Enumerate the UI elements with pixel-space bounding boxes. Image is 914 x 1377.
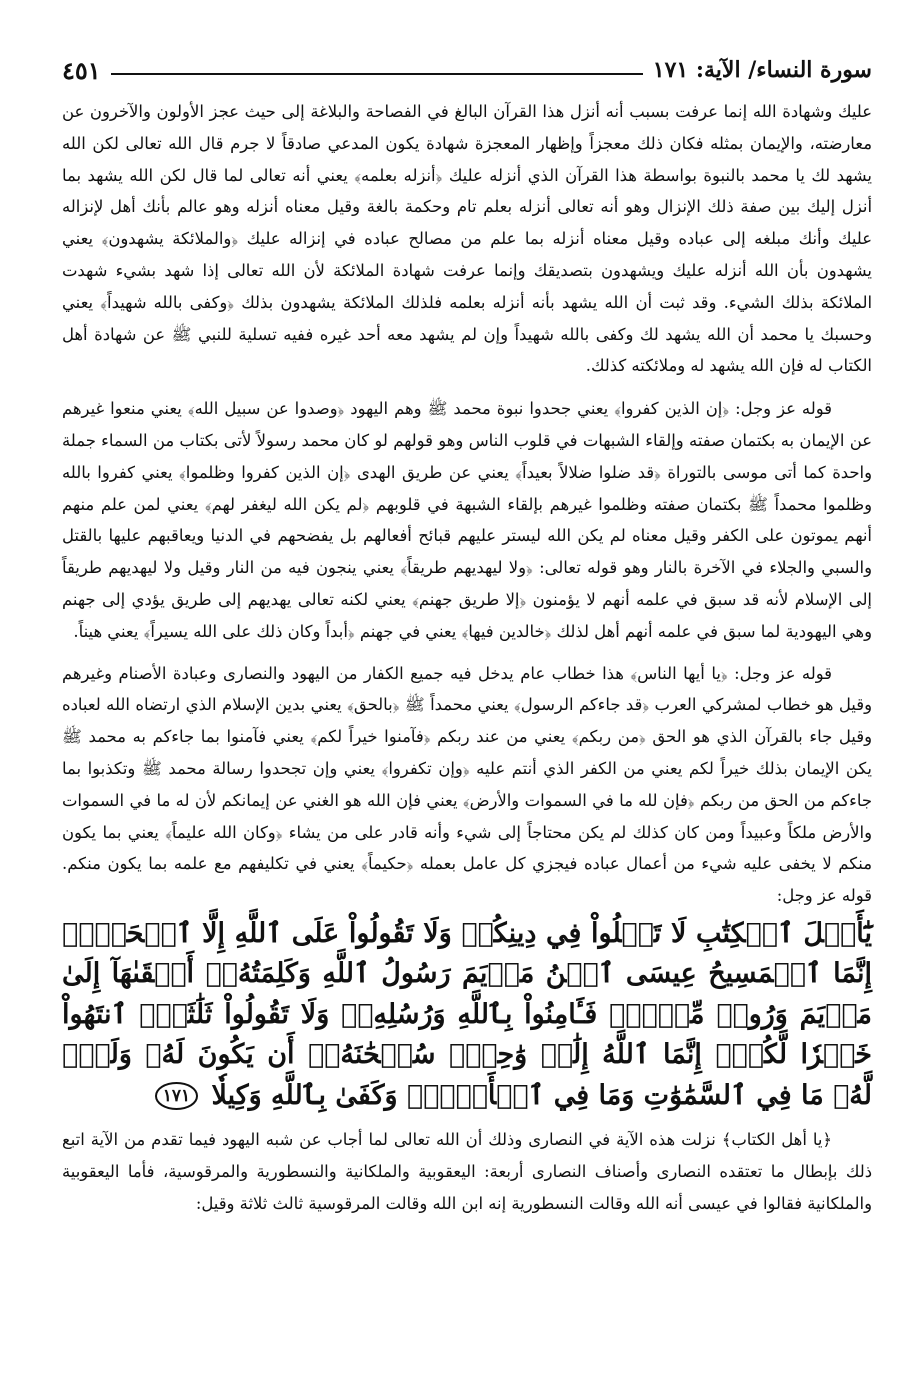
verse-number-marker: ١٧١ — [155, 1082, 198, 1110]
commentary-paragraph-4: ﴿يا أهل الكتاب﴾ نزلت هذه الآية في النصارى وذلك أن الله تعالى لما أجاب عن شبه اليهود فيما تقدم من الآية اتبع ذلك بإبطال ما تعتقده النصارى وأصناف النصارى أربعة: اليعقوبية والملكانية والنسطورية والمرقوسية، فأما اليعقوبية والملكانية فقالوا في عيسى أنه الله وقالت النسطورية إنه ابن الله وقالت المرقوسية ثالث ثلاثة وقيل: — [62, 1130, 872, 1214]
commentary-paragraph-3: قوله عز وجل: ﴿يا أيها الناس﴾ هذا خطاب عام يدخل فيه جميع الكفار من اليهود والنصارى وعبادة الأصنام وغيرهم وقيل هو خطاب لمشركي العرب ﴿قد جاءكم الرسول﴾ يعني محمداً ﷺ ﴿بالحق﴾ يعني بدين الإسلام الذي ارتضاه الله لعباده وقيل جاء بالقرآن الذي هو الحق ﴿من ربكم﴾ يعني من عند ربكم ﴿فآمنوا خيراً لكم﴾ يعني فآمنوا بما جاءكم به محمد ﷺ يكن الإيمان بذلك خيراً لكم يعني من الكفر الذي أنتم عليه ﴿وإن تكفروا﴾ يعني وإن تجحدوا رسالة محمد ﷺ وتكذبوا بما جاءكم من الحق من ربكم ﴿فإن لله ما في السموات والأرض﴾ يعني فإن الله هو الغني عن إيمانكم لأن له ما في السموات والأرض ملكاً وعبيداً ومن كان كذلك لم يكن محتاجاً إلى شيء وأنه قادر على من يشاء ﴿وكان الله عليماً﴾ يعني بما يكون منكم لا يخفى عليه شيء من أعمال عباده فيجزي كل عامل بعمله ﴿حكيماً﴾ يعني في تكليفهم مع علمه بما يكون منكم. قوله عز وجل: — [62, 663, 872, 906]
paragraph-gap — [62, 382, 872, 393]
verse-text: يَٰٓأَهۡلَ ٱلۡكِتَٰبِ لَا تَغۡلُواْ فِي دِينِكُمۡ وَلَا تَقُولُواْ عَلَى ٱللَّهِ إِلَّا ٱلۡحَقَّۚ إِنَّمَا ٱلۡمَسِيحُ عِيسَى ٱبۡنُ مَرۡيَمَ رَسُولُ ٱللَّهِ وَكَلِمَتُهُۥٓ أَلۡقَىٰهَآ إِلَىٰ مَرۡيَمَ وَرُوحٞ مِّنۡهُۖ فَـَٔامِنُواْ بِٱللَّهِ وَرُسُلِهِۦۖ وَلَا تَقُولُواْ ثَلَٰثَةٌۚ ٱنتَهُواْ خَيۡرٗا لَّكُمۡۚ إِنَّمَا ٱللَّهُ إِلَٰهٞ وَٰحِدٞۖ سُبۡحَٰنَهُۥٓ أَن يَكُونَ لَهُۥ وَلَدٞۘ لَّهُۥ مَا فِي ٱلسَّمَٰوَٰتِ وَمَا فِي ٱلۡأَرۡضِۗ وَكَفَىٰ بِٱللَّهِ وَكِيلٗا — [62, 917, 872, 1111]
page-number: ٤٥١ — [62, 55, 101, 85]
page-header — [62, 54, 872, 86]
commentary-paragraph-1: عليك وشهادة الله إنما عرفت بسبب أنه أنزل هذا القرآن البالغ في الفصاحة والبلاغة إلى حيث عجز الأولون والآخرون عن معارضته، والإيمان بمثله فكان ذلك معجزاً وإظهار المعجزة شهادة يكون المدعي صادقاً لا جرم قال الله تعالى لكن الله يشهد لك يا محمد بالنبوة بواسطة هذا القرآن الذي أنزله عليك ﴿أنزله بعلمه﴾ يعني أنه تعالى لما قال لكن الله يشهد بما أنزل إليك بين صفة ذلك الإنزال وهو أنه تعالى أنزله بعلم تام وحكمة بالغة وقيل معناه أنزله وهو عالم بأنك أهل لإنزاله عليك وأنك مبلغه إلى عباده وقيل معناه أنزله بما علم من مصالح عباده في إنزاله عليك ﴿والملائكة يشهدون﴾ يعني يشهدون بأن الله أنزله عليك ويشهدون بتصديقك وإنما عرفت شهادة الملائكة لأن الله تعالى إذا شهد بشيء شهدت الملائكة بذلك الشيء. وقد ثبت أن الله يشهد بأنه أنزله بعلمه فلذلك الملائكة يشهدون بذلك ﴿وكفى بالله شهيداً﴾ يعني وحسبك يا محمد أن الله يشهد لك وكفى بالله شهيداً وإن لم يشهد معه أحد غيره ففيه تسلية للنبي ﷺ عن شهادة أهل الكتاب له فإن الله يشهد له وملائكته كذلك. — [62, 102, 872, 376]
header-rule — [111, 73, 643, 75]
paragraph-gap — [62, 648, 872, 658]
page-body — [62, 96, 872, 1220]
commentary-paragraph-2: قوله عز وجل: ﴿إن الذين كفروا﴾ يعني جحدوا نبوة محمد ﷺ وهم اليهود ﴿وصدوا عن سبيل الله﴾ يعني منعوا غيرهم عن الإيمان به بكتمان صفته وإلقاء الشبهات في قلوب الناس وهو قولهم لو كان محمد رسولاً لأتى بكتاب من السماء جملة واحدة كما أتى موسى بالتوراة ﴿قد ضلوا ضلالاً بعيداً﴾ يعني عن طريق الهدى ﴿إن الذين كفروا وظلموا﴾ يعني كفروا بالله وظلموا محمداً ﷺ بكتمان صفته وظلموا غيرهم بإلقاء الشبهة في قلوبهم ﴿لم يكن الله ليغفر لهم﴾ يعني لمن علم منهم أنهم يموتون على الكفر وقيل معناه لم يكن الله ليستر عليهم قبائح أفعالهم بل يفضحهم في الدنيا ويعاقبهم عليها بالقتل والسبي والجلاء في الآخرة بالنار وهو قوله تعالى: ﴿ولا ليهديهم طريقاً﴾ يعني ينجون فيه من النار وقيل ولا ليهديهم طريقاً إلى الإسلام لأنه قد سبق في علمه أنهم لا يؤمنون ﴿إلا طريق جهنم﴾ يعني لكنه تعالى يهديهم إلى طريق يؤدي إلى جهنم وهي اليهودية لما سبق في علمه أنهم أهل لذلك ﴿خالدين فيها﴾ يعني في جهنم ﴿أبداً وكان ذلك على الله يسيراً﴾ يعني هيناً. — [62, 399, 872, 641]
surah-verse-label: سورة النساء/ الآية: ١٧١ — [652, 57, 872, 83]
quran-verse — [62, 914, 872, 1117]
